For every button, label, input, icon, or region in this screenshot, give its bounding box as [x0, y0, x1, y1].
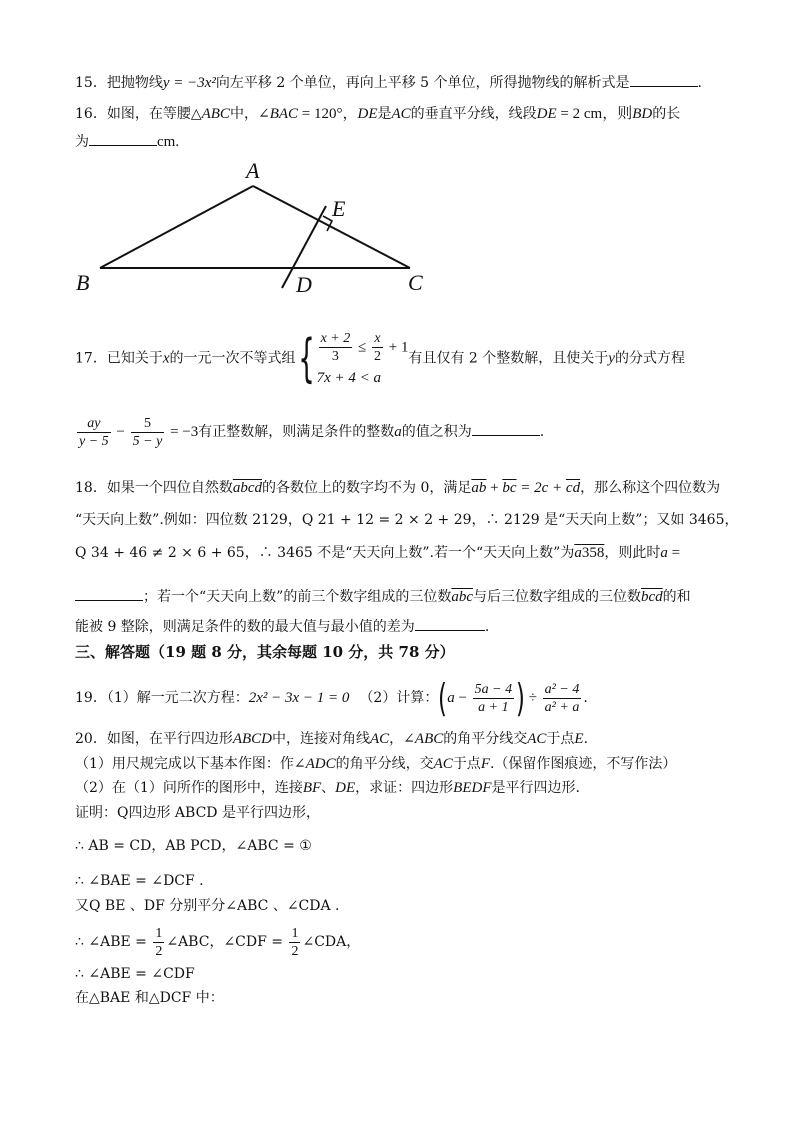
q19-minus: −: [454, 690, 471, 706]
q19-end: .: [583, 690, 588, 706]
q18-line5-b: .: [484, 619, 490, 635]
q17-eq-frac-1-den: y − 5: [79, 433, 109, 449]
q19-frac-2: [543, 681, 582, 716]
q16-text-6: = 2 cm，则: [556, 106, 633, 122]
q17-frac-2-num: x: [372, 330, 383, 348]
q18-cd: $\overline{cd}$: [565, 480, 581, 496]
q20-line1-d: 的角平分线交: [443, 731, 528, 747]
section-heading: 三、解答题（19 题 8 分，其余每题 10 分，共 78 分）: [75, 643, 455, 661]
half-frac-1: [153, 925, 164, 960]
q20-abcd: ABCD: [232, 731, 272, 747]
q18-line5-a: 能被 9 整除，则满足条件的数的最大值与最小值的差为: [75, 619, 415, 635]
q17-plus-one: + 1: [385, 339, 409, 356]
q18-answer-blank-2[interactable]: [415, 616, 485, 631]
triangle-figure: [70, 158, 440, 300]
q20-line1-a: 如图，在平行四边形: [106, 731, 233, 747]
question-16-line-2: [75, 131, 179, 152]
q19-equation: 2x² − 3x − 1 = 0: [248, 690, 350, 706]
q19-frac-2-den: a² + a: [544, 699, 580, 715]
proof-line-6: ∴ ∠ABE = ∠CDF: [75, 966, 195, 982]
proof-line-5-c: ∠CDA，: [302, 934, 361, 950]
question-16: [75, 104, 680, 124]
q18-bc: $\overline{bc}$: [502, 480, 517, 496]
half-frac-1-num: 1: [155, 925, 163, 941]
question-15: [75, 72, 702, 93]
q17-eq-rhs: = −3: [166, 424, 199, 440]
q16-ac: AC: [391, 106, 411, 122]
q18-line3-b: ，则此时: [604, 545, 661, 561]
label-e: E: [332, 196, 346, 221]
q16-text-3: = 120°，: [298, 106, 358, 122]
question-17: [75, 330, 685, 387]
q19-frac-2-num: a² − 4: [544, 681, 580, 697]
question-18-line-3: [75, 543, 680, 563]
q17-frac-2-den: 2: [374, 349, 381, 364]
q15-equation: y = −3x²: [162, 75, 216, 91]
proof-line-7: 在△BAE 和△DCF 中：: [75, 990, 224, 1006]
question-18: [75, 478, 720, 498]
segment-ab: [100, 186, 253, 268]
question-18-line-2: [75, 510, 738, 530]
q19-frac-1-num: 5a − 4: [474, 681, 513, 697]
q17-frac-2: [372, 330, 383, 365]
q20-bf: BF: [302, 780, 322, 796]
q20-number: 20．: [75, 731, 107, 747]
q16-text-2: 中，∠: [229, 106, 270, 122]
q17-system: [317, 330, 409, 387]
q17-a: a: [394, 424, 402, 440]
q18-line4-c: 的和: [662, 589, 691, 605]
q18-line1-c: = 2c +: [516, 480, 566, 496]
q17-eq-frac-2-num: 5: [131, 415, 165, 433]
q18-abc: $\overline{abc}$: [451, 589, 473, 605]
label-a: A: [246, 158, 260, 183]
q17-number: 17．: [75, 350, 107, 367]
q20-line2-d: .（保留作图痕迹，不写作法）: [489, 756, 677, 772]
question-20-line-2: [75, 754, 676, 774]
q17-text-2: 的一元一次不等式组: [169, 350, 296, 367]
q20-f: F: [480, 756, 490, 772]
q20-line1-f: .: [583, 731, 589, 747]
proof-line-1: 证明：Q四边形 ABCD 是平行四边形，: [75, 805, 320, 821]
q17-text-1: 已知关于: [106, 350, 163, 367]
q17-text-6: 的值之积为: [401, 424, 472, 440]
q20-line3-d: 是平行四边形.: [491, 780, 580, 796]
q19-number: 19．: [75, 690, 107, 706]
q17-frac-1: [319, 330, 353, 365]
q18-line3-a-var: a: [660, 545, 668, 561]
q17-le: ≤: [354, 339, 370, 356]
q20-line2-c: 于点: [452, 756, 481, 772]
q17-minus: −: [112, 424, 129, 440]
q20-adc: ADC: [305, 756, 336, 772]
proof-line-5: [75, 922, 360, 962]
q17-frac-1-num: x + 2: [320, 331, 351, 346]
q20-abc: ABC: [414, 731, 444, 747]
q20-ac-3: AC: [433, 756, 453, 772]
proof-line-4: 又Q BE 、DF 分别平分∠ABC 、∠CDA .: [75, 898, 340, 914]
half-frac-1-den: 2: [155, 943, 163, 959]
q16-text-4: 是: [377, 106, 392, 122]
q16-line2-a: 为: [75, 134, 89, 150]
q17-eq-frac-1-num: ay: [77, 415, 111, 433]
half-frac-2: [289, 925, 300, 960]
q15-text-2: 向左平移 2 个单位，再向上平移 5 个单位，所得抛物线的解析式是: [215, 75, 630, 91]
q20-line3-b: 、: [321, 780, 336, 796]
q17-end: .: [539, 424, 545, 440]
q16-bac: BAC: [269, 106, 299, 122]
q20-ac: AC: [370, 731, 390, 747]
q17-x: x: [162, 350, 170, 367]
q17-eq-frac-1: [77, 415, 111, 450]
left-paren-icon: (: [438, 676, 448, 720]
label-c: C: [408, 270, 423, 295]
q19-part2: （2）计算：: [359, 690, 439, 706]
q20-de: DE: [335, 780, 356, 796]
label-d: D: [296, 272, 312, 297]
q16-line2-b: cm.: [157, 134, 180, 150]
q18-number: 18．: [75, 480, 107, 496]
q18-line2: “天天向上数”.例如：四位数 2129，Q 21 + 12 = 2 × 2 + 29，∴ 2129 是“天天向上数”；又如 3465，: [75, 512, 739, 528]
q19-part1: （1）解一元二次方程：: [106, 690, 249, 706]
q20-line3-c: ，求证：四边形: [355, 780, 454, 796]
half-frac-2-den: 2: [291, 943, 299, 959]
q16-de-2: DE: [536, 106, 557, 122]
q16-de: DE: [357, 106, 378, 122]
q18-line4-a: ；若一个“天天向上数”的前三个数字组成的三位数: [143, 589, 452, 605]
q19-frac-1: [473, 681, 514, 716]
q17-eq-frac-2-den: 5 − y: [132, 433, 163, 449]
q19-a: a: [447, 690, 455, 706]
q17-text-3: 有且仅有 2 个整数解，且使关于: [408, 350, 609, 367]
q20-ac-2: AC: [527, 731, 547, 747]
q18-line3-d: =: [667, 545, 681, 561]
q20-line1-e: 于点: [546, 731, 575, 747]
q16-number: 16．: [75, 106, 107, 122]
q15-number: 15．: [75, 75, 107, 91]
q18-abcd: abcd: [232, 480, 262, 496]
label-b: B: [76, 270, 90, 295]
proof-line-5-a: ∴ ∠ABE =: [75, 934, 152, 950]
question-18-line-5: [75, 616, 489, 637]
q18-bcd: $\overline{bcd}$: [641, 589, 663, 605]
q20-e: E: [574, 731, 584, 747]
q16-text-7: 的长: [652, 106, 681, 122]
q17-eq-frac-2: [131, 415, 165, 450]
q20-line3-a: （2）在（1）问所作的图形中，连接: [75, 780, 303, 796]
q20-bedf: BEDF: [453, 780, 492, 796]
left-brace-icon: {: [297, 328, 315, 389]
q17-frac-1-den: 3: [331, 349, 339, 364]
q16-text-5: 的垂直平分线，线段: [410, 106, 537, 122]
q18-line4-b: 与后三位数字组成的三位数: [473, 589, 641, 605]
q18-a358-digits: 358: [581, 545, 605, 561]
q18-line3-a: Q 34 + 46 ≠ 2 × 6 + 65，∴ 3465 不是“天天向上数”.若一个“天天向上数”为: [75, 545, 575, 561]
question-18-line-4: [75, 586, 691, 607]
q20-line1-b: 中，连接对角线: [272, 731, 370, 747]
q15-end: .: [697, 75, 702, 91]
q17-answer-blank[interactable]: [472, 421, 540, 436]
q18-line1-a: 如果一个四位自然数: [106, 480, 233, 496]
q18-line1-d: ，那么称这个四位数为: [580, 480, 721, 496]
q19-divide: ÷: [524, 690, 541, 706]
half-frac-2-num: 1: [291, 925, 299, 941]
right-paren-icon: ): [516, 676, 525, 720]
q16-text-1: 如图，在等腰△: [106, 106, 202, 122]
q18-answer-blank-1[interactable]: [75, 586, 143, 601]
q20-line2-b: 的角平分线，交: [335, 756, 434, 772]
q15-answer-blank[interactable]: [630, 72, 698, 87]
q16-abc: ABC: [201, 106, 230, 122]
q18-line1-b: 的各数位上的数字均不为 0，满足: [262, 480, 472, 496]
q20-line2-a: （1）用尺规完成以下基本作图：作∠: [75, 756, 306, 772]
question-19: [75, 676, 588, 720]
q19-frac-1-den: a + 1: [478, 699, 509, 715]
q20-line1-c: ，∠: [389, 731, 415, 747]
q17-text-5: 有正整数解，则满足条件的整数: [198, 424, 395, 440]
q18-a358-a: a: [574, 545, 582, 561]
proof-line-3: ∴ ∠BAE = ∠DCF .: [75, 873, 204, 889]
q17-y: y: [608, 350, 615, 367]
question-20-line-3: [75, 778, 580, 798]
proof-line-2: ∴ AB = CD，AB PCD，∠ABC = ①: [75, 838, 312, 854]
proof-line-5-b: ∠ABC，∠CDF =: [166, 934, 288, 950]
question-17-line-2: [75, 410, 544, 454]
question-20: [75, 729, 588, 749]
q17-inequality-2: 7x + 4 < a: [316, 370, 381, 386]
q18-ab: $\overline{ab}$: [471, 480, 487, 496]
q16-answer-blank[interactable]: [89, 131, 157, 146]
q15-text-1: 把抛物线: [106, 75, 163, 91]
q16-bd: BD: [632, 106, 653, 122]
q18-plus: +: [486, 480, 503, 496]
q17-text-4: 的分式方程: [614, 350, 685, 367]
